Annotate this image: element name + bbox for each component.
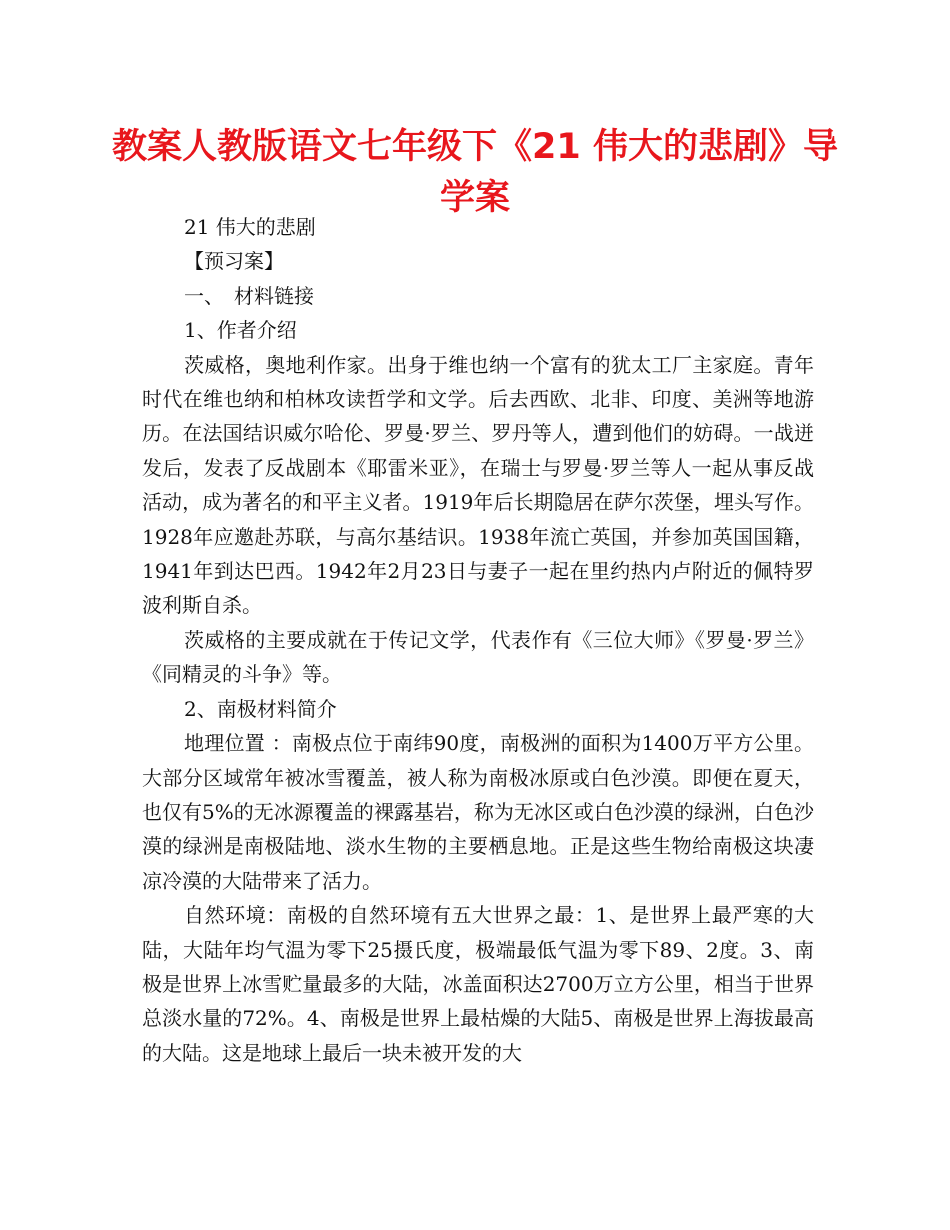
paragraph-author-works: 茨威格的主要成就在于传记文学，代表作有《三位大师》《罗曼·罗兰》《同精灵的斗争》等。 xyxy=(142,627,814,687)
section-heading-preview: 【预习案】 xyxy=(184,249,284,274)
item-heading-author: 1、作者介绍 xyxy=(184,318,297,343)
document-body xyxy=(142,210,814,1070)
item-heading-antarctica: 2、南极材料简介 xyxy=(184,696,337,721)
lesson-heading: 21 伟大的悲剧 xyxy=(184,215,316,239)
paragraph-author-bio: 茨威格，奥地利作家。出身于维也纳一个富有的犹太工厂主家庭。青年时代在维也纳和柏林攻读哲学和文学。后去西欧、北非、印度、美洲等地游历。在法国结识威尔哈伦、罗曼·罗兰、罗丹等人，遭到他们的妨碍。一战迸发后，发表了反战剧本《耶雷米亚》，在瑞士与罗曼·罗兰等人一起从事反战活动，成为著名的和平主义者。1919年后长期隐居在萨尔茨堡，埋头写作。1928年应邀赴苏联，与高尔基结识。1938年流亡英国，并参加英国国籍，1941年到达巴西。1942年2月23日与妻子一起在里约热内卢附近的佩特罗波利斯自杀。 xyxy=(142,352,814,618)
page-title: 教案人教版语文七年级下《21 伟大的悲剧》导学案 xyxy=(112,127,838,218)
subsection-heading-materials: 一、 材料链接 xyxy=(184,283,314,308)
paragraph-environment: 自然环境：南极的自然环境有五大世界之最：1、是世界上最严寒的大陆，大陆年均气温为零下25摄氏度，极端最低气温为零下89、2度。3、南极是世界上冰雪贮量最多的大陆，冰盖面积达2700万立方公里，相当于世界总淡水量的72%。4、南极是世界上最枯燥的大陆5、南极是世界上海拔最高的大陆。这是地球上最后一块未被开发的大 xyxy=(142,903,814,1065)
paragraph-geography: 地理位置 ：南极点位于南纬90度，南极洲的面积为1400万平方公里。大部分区域常年被冰雪覆盖，被人称为南极冰原或白色沙漠。即便在夏天，也仅有5%的无冰源覆盖的裸露基岩，称为无冰区或白色沙漠的绿洲，白色沙漠的绿洲是南极陆地、淡水生物的主要栖息地。正是这些生物给南极这块凄凉冷漠的大陆带来了活力。 xyxy=(142,731,814,893)
